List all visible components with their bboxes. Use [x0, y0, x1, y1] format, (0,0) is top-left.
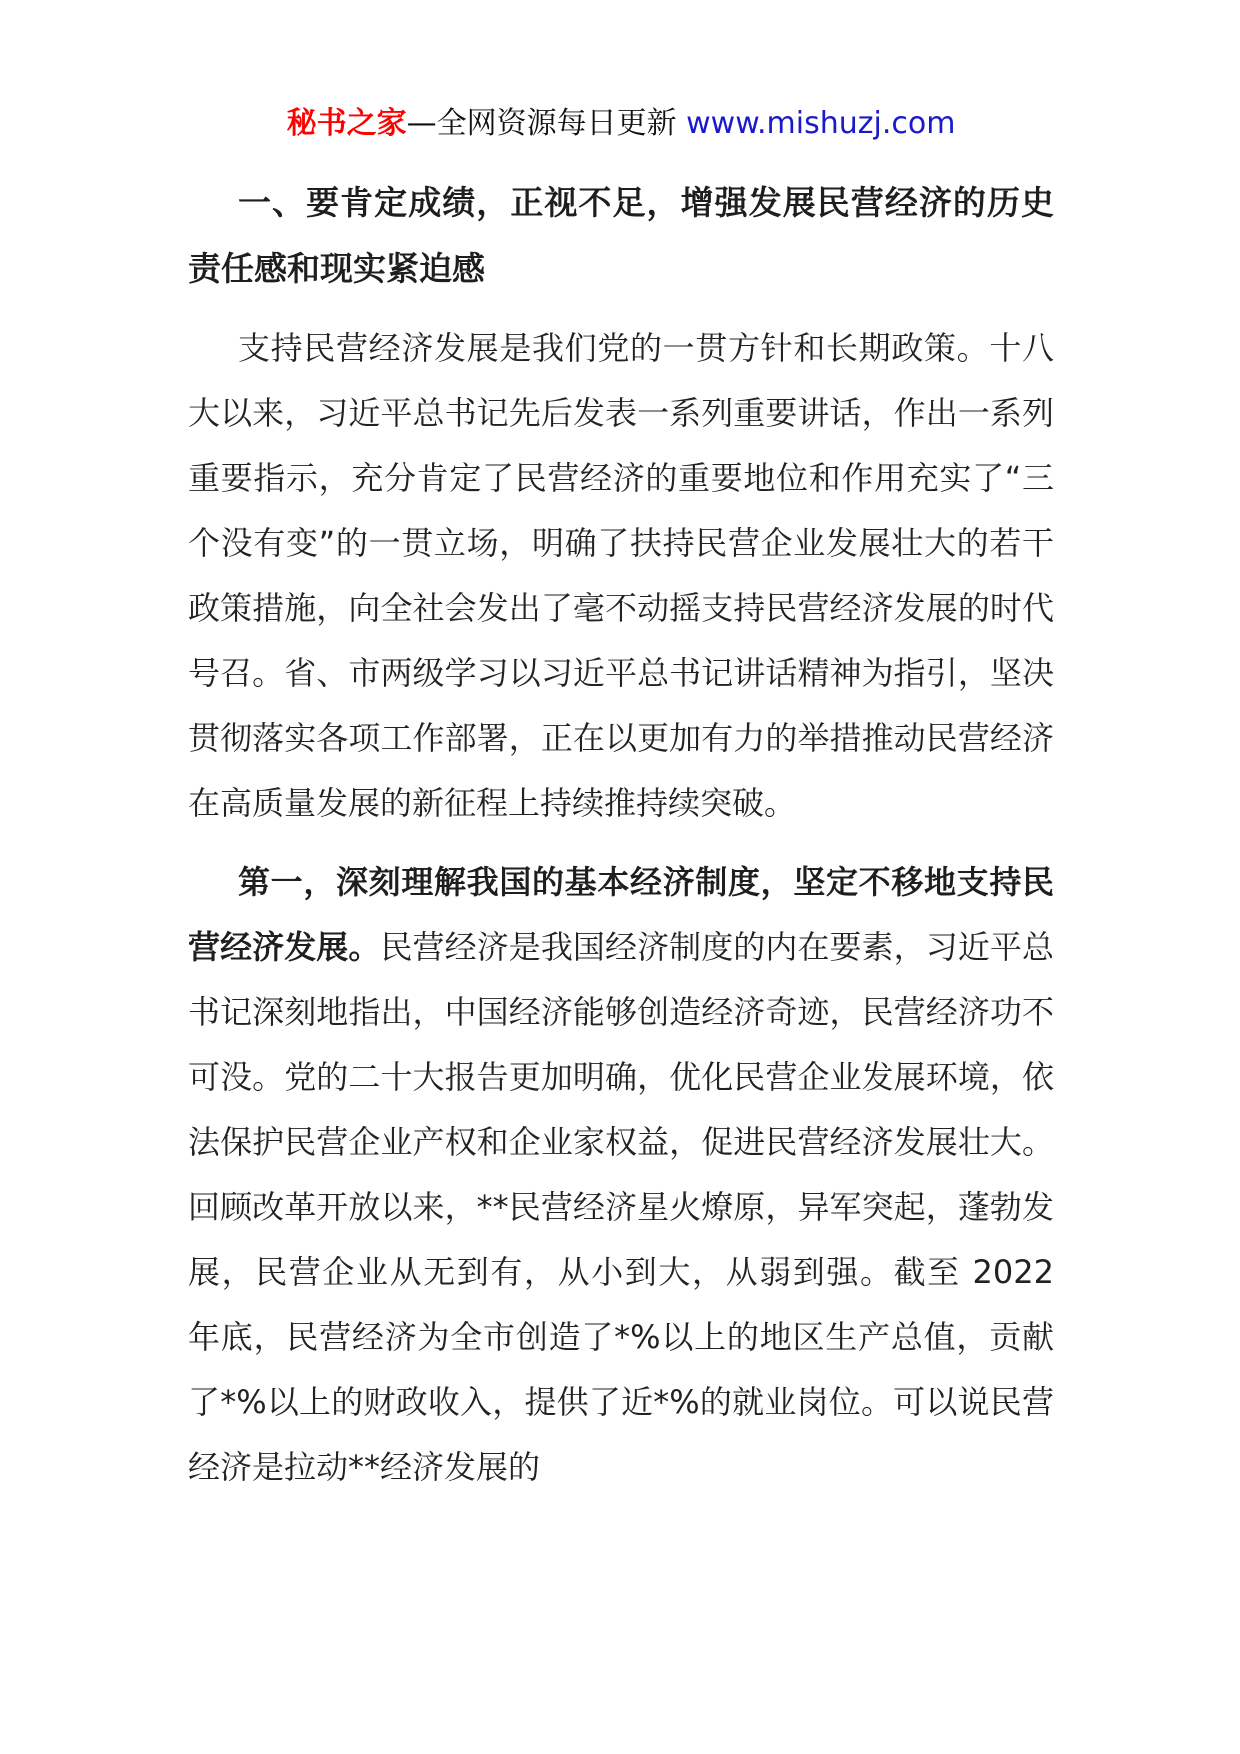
paragraph-lead: 第一，深刻理解我国的基本经济制度，坚定不移地支持民营经济发展。 [188, 863, 1054, 966]
site-url-link[interactable]: www.mishuzj.com [686, 106, 956, 141]
document-page [188, 100, 1054, 1500]
paragraph-body: 民营经济是我国经济制度的内在要素，习近平总书记深刻地指出，中国经济能够创造经济奇迹，民营经济功不可没。党的二十大报告更加明确，优化民营企业发展环境，依法保护民营企业产权和企业家权益，促进民营经济发展壮大。回顾改革开放以来，**民营经济星火燎原，异军突起，蓬勃发展，民营企业从无到有，从小到大，从弱到强。截至 2022 年底，民营经济为全市创造了*%以上的地区生产总值，贡献了*%以上的财政收入，提供了近*%的就业岗位。可以说民营经济是拉动**经济发展的 [188, 928, 1054, 1486]
paragraph-first-point [188, 850, 1054, 1500]
header-banner [188, 100, 1054, 148]
header-tagline: —全网资源每日更新 [406, 106, 687, 141]
brand-name: 秘书之家 [286, 106, 407, 141]
section-heading: 一、要肯定成绩，正视不足，增强发展民营经济的历史责任感和现实紧迫感 [188, 183, 1054, 288]
paragraph-intro: 支持民营经济发展是我们党的一贯方针和长期政策。十八大以来，习近平总书记先后发表一系列重要讲话，作出一系列重要指示，充分肯定了民营经济的重要地位和作用充实了“三个没有变”的一贯立场，明确了扶持民营企业发展壮大的若干政策措施，向全社会发出了毫不动摇支持民营经济发展的时代号召。省、市两级学习以习近平总书记讲话精神为指引，坚决贯彻落实各项工作部署，正在以更加有力的举措推动民营经济在高质量发展的新征程上持续推持续突破。 [188, 329, 1054, 822]
